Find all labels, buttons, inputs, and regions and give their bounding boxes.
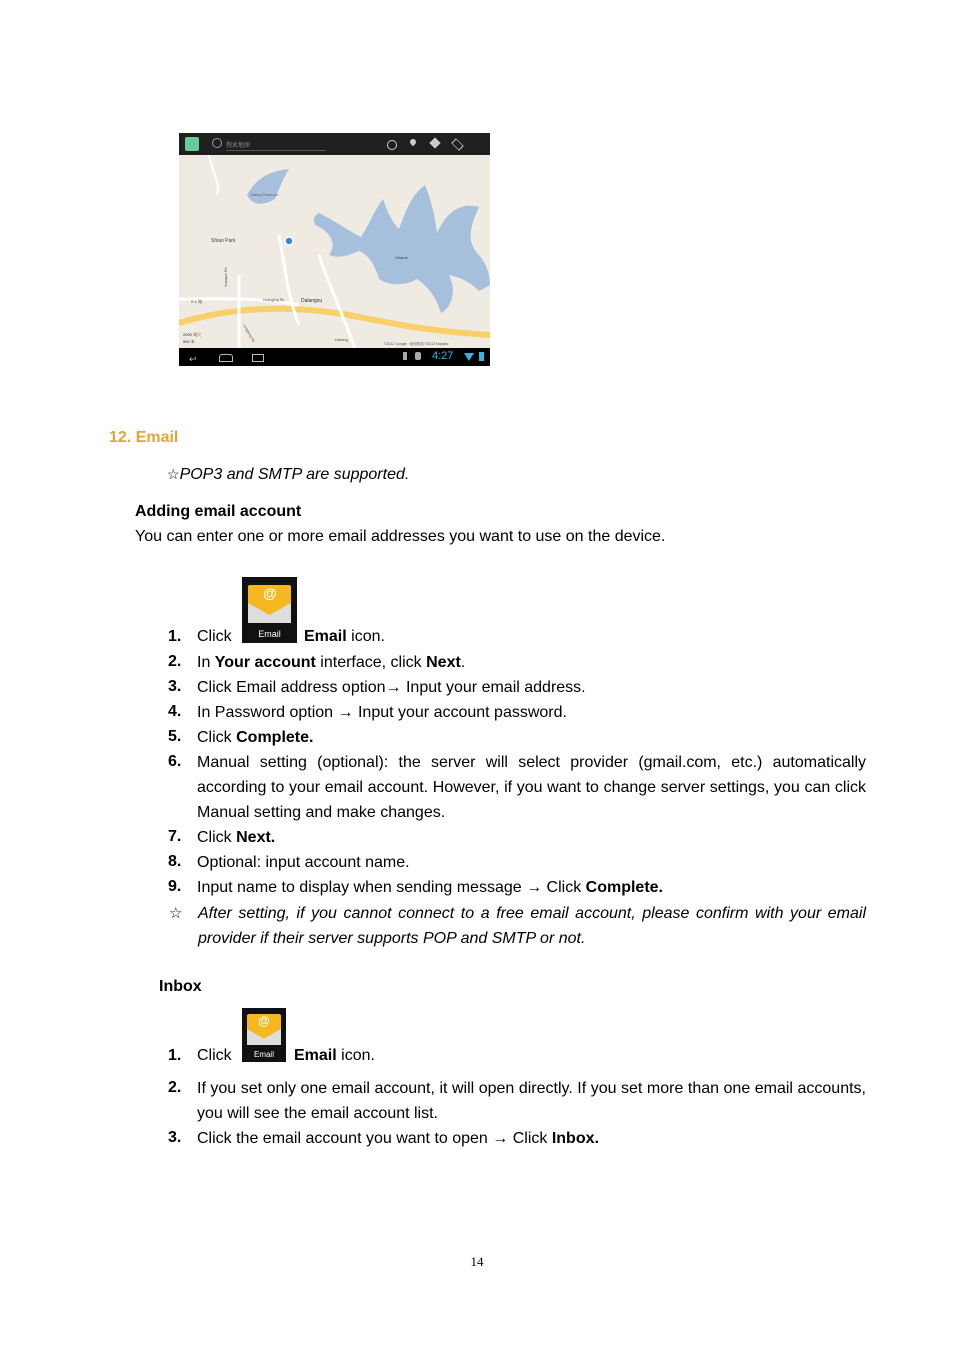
step-5: [197, 725, 866, 750]
email-app-icon[interactable]: [242, 577, 297, 643]
map-copyright: ©2012 Google · 地图数据 ©2012 Mapabc: [384, 342, 449, 346]
step-9: [197, 875, 866, 900]
map-label-dalangxu: Dalangxu: [301, 298, 323, 304]
step-number: 6.: [168, 753, 182, 770]
step-bold: Next: [426, 654, 461, 671]
step-number: 7.: [168, 828, 182, 845]
step-number: 1.: [168, 628, 182, 645]
step-text: Input name to display when sending message → Click: [197, 879, 586, 896]
home-icon[interactable]: [219, 354, 233, 362]
step-bold: Email: [304, 628, 347, 645]
supported-note: [167, 466, 409, 484]
step-text: In: [197, 654, 215, 671]
recent-apps-icon[interactable]: [252, 354, 264, 362]
step-bold: Complete.: [236, 729, 314, 746]
inbox-title: Inbox: [159, 978, 202, 995]
step-7: [197, 825, 866, 850]
map-scale-2: 500 米: [183, 339, 195, 344]
step-number: 3.: [168, 1129, 182, 1146]
step-number: 2.: [168, 653, 182, 670]
inbox-step-1-text: Click: [197, 1047, 232, 1064]
email-icon-label: Email: [258, 629, 281, 639]
map-search-input[interactable]: 搜索地图: [226, 143, 251, 149]
step-number: 1.: [168, 1047, 182, 1064]
step-number: 8.: [168, 853, 182, 870]
places-icon[interactable]: [409, 138, 417, 146]
step-number: 3.: [168, 678, 182, 695]
step-3: Click Email address option→ Input your email address.: [197, 679, 586, 696]
step-text: Click: [197, 829, 237, 846]
step-bold: Inbox.: [551, 1130, 599, 1147]
step-text: .: [460, 654, 466, 671]
step-text: Click: [197, 628, 232, 645]
map-label-s1: S 1 路: [191, 299, 203, 304]
step-1-bold: [304, 628, 385, 646]
map-label-road1: Huangjing Rd: [263, 298, 285, 302]
step-2: [197, 650, 866, 675]
email-app-icon[interactable]: [242, 1008, 286, 1062]
inbox-step-1-bold: [294, 1047, 375, 1065]
step-bold: Your account: [214, 654, 316, 671]
step-1-text: [197, 628, 232, 646]
map-label-dalang: Dalang: [335, 337, 348, 342]
step-number: 4.: [168, 703, 182, 720]
directions-icon[interactable]: [429, 137, 440, 148]
step-8: Optional: input account name.: [197, 854, 410, 871]
wifi-icon: [464, 353, 474, 361]
android-nav-bar: [179, 348, 490, 366]
step-number: 2.: [168, 1079, 182, 1096]
map-label-park: Shiao Park: [211, 238, 236, 244]
section-heading: 12. Email: [109, 429, 179, 446]
step-text: icon.: [336, 1047, 375, 1064]
step-number: 5.: [168, 728, 182, 745]
email-icon-label: Email: [253, 1050, 274, 1059]
step-bold: Email: [294, 1047, 337, 1064]
map-label-chanxi: Chanxi: [395, 255, 408, 260]
map-canvas[interactable]: [179, 155, 490, 348]
map-label-road3: Longteng Rd: [242, 323, 256, 343]
warning-note: After setting, if you cannot connect to a free email account, please confirm with your email provider if their server supports POP and SMTP or not.: [198, 905, 866, 947]
location-icon[interactable]: [387, 140, 397, 150]
battery-icon: [479, 352, 484, 361]
back-icon[interactable]: ↩: [189, 354, 197, 364]
adding-account-title: Adding email account: [135, 503, 302, 520]
at-sign: @: [258, 1014, 270, 1028]
star-icon: ☆: [167, 466, 180, 482]
step-6: Manual setting (optional): the server will select provider (gmail.com, etc.) automatically according to your email account. However, if you want to change server settings, you can click Manual setting and make changes.: [197, 754, 866, 821]
step-text: Click the email account you want to open → Click: [197, 1130, 552, 1147]
system-clock: 4:27: [432, 350, 454, 362]
android-icon: [415, 352, 421, 360]
inbox-step-2: If you set only one email account, it will open directly. If you set more than one email accounts, you will see the email account list.: [197, 1080, 866, 1122]
map-label-road2: Xuangao Rd: [224, 267, 228, 287]
maps-app-icon: [185, 137, 199, 151]
step-bold: Next.: [236, 829, 276, 846]
map-top-bar: [179, 133, 490, 155]
adding-account-desc: You can enter one or more email addresses you want to use on the device.: [135, 528, 666, 545]
inbox-step-3: [197, 1126, 866, 1151]
step-text: interface, click: [315, 654, 427, 671]
step-number: 9.: [168, 878, 182, 895]
map-scale: 2000 英尺: [183, 332, 202, 337]
supported-note-text: POP3 and SMTP are supported.: [179, 466, 410, 483]
layers-icon[interactable]: [451, 138, 463, 150]
step-4: In Password option → Input your account password.: [197, 704, 567, 721]
map-screenshot: [179, 133, 490, 366]
step-text: Click: [197, 729, 237, 746]
step-text: icon.: [346, 628, 385, 645]
search-underline: [226, 150, 326, 151]
current-location-dot: [285, 237, 293, 245]
step-bold: Complete.: [585, 879, 663, 896]
usb-icon: [403, 352, 407, 360]
page-number: 14: [470, 1254, 484, 1269]
at-sign: @: [263, 585, 277, 601]
map-label-reservoir: Dalang Reservoir: [251, 193, 279, 197]
warning-star-icon: ☆: [169, 905, 183, 922]
search-icon[interactable]: [212, 138, 222, 148]
